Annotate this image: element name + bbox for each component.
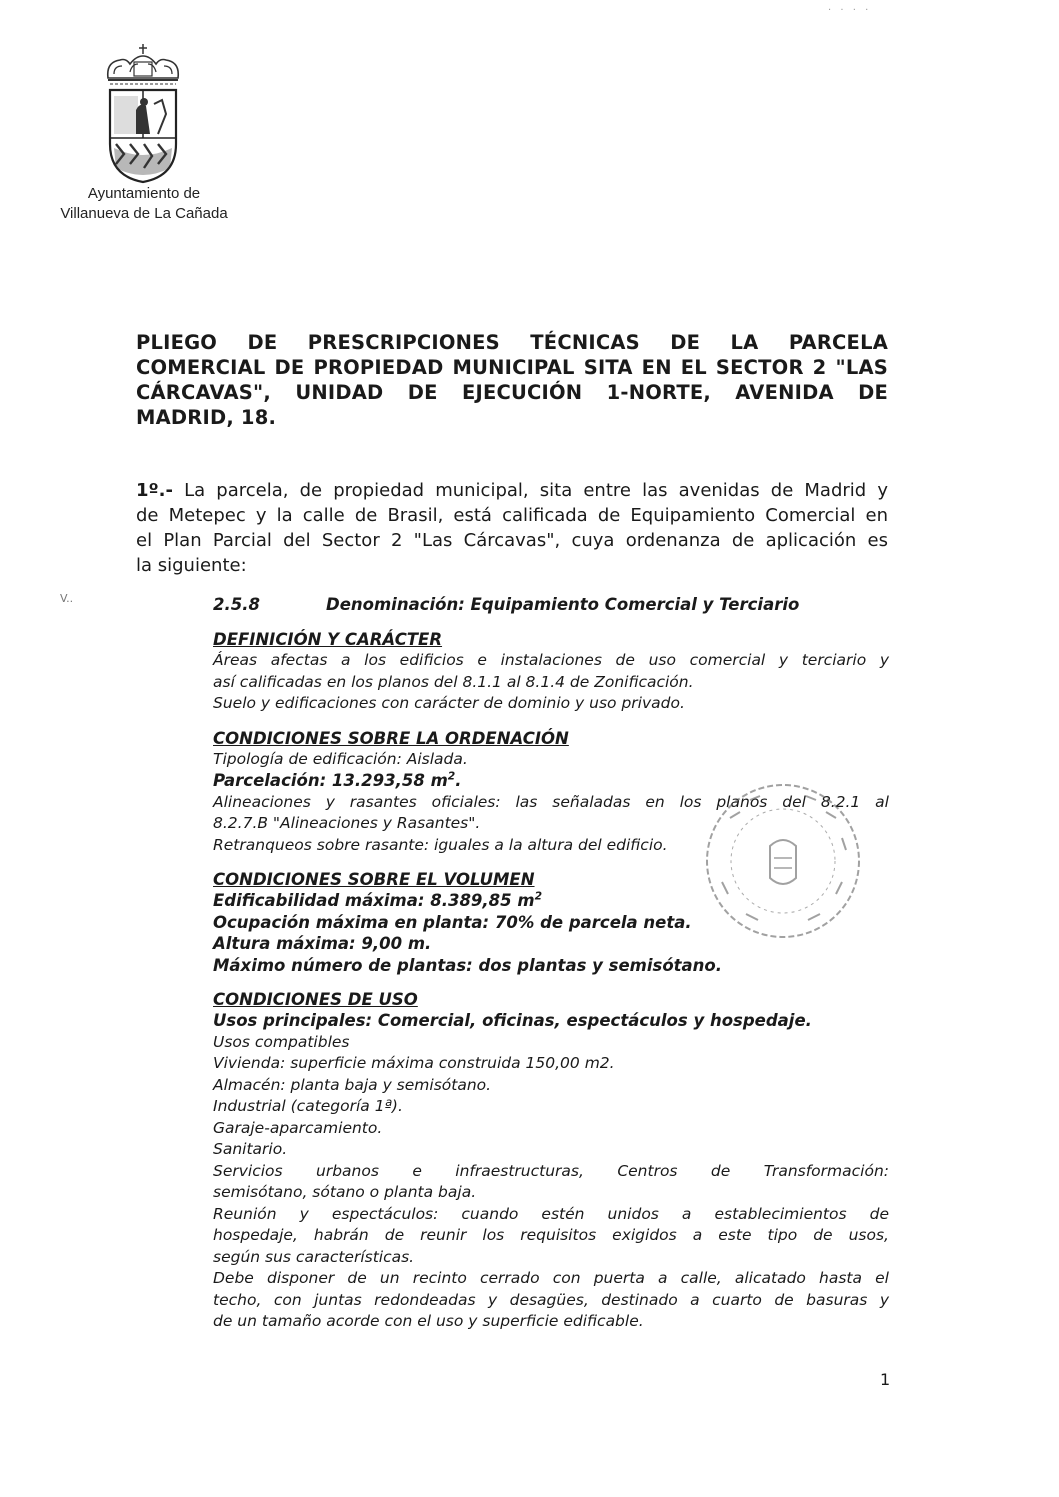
text-line: 8.2.7.B "Alineaciones y Rasantes". [213, 814, 481, 832]
page-number: 1 [880, 1370, 891, 1389]
text-line: semisótano, sótano o planta baja. [213, 1183, 477, 1201]
text-line: Áreas afectas a los edificios e instalaciones de uso comercial y terciario y [213, 651, 889, 669]
section-heading: CONDICIONES DE USO [213, 990, 418, 1009]
article-code: 2.5.8 [213, 595, 260, 614]
title-line-3: CÁRCAVAS", UNIDAD DE EJECUCIÓN 1-NORTE, AVENIDA DE [136, 381, 888, 404]
text-line: de un tamaño acorde con el uso y superficie edificable. [213, 1312, 644, 1330]
section-heading: DEFINICIÓN Y CARÁCTER [213, 630, 443, 649]
text-line: Usos compatibles [213, 1032, 350, 1051]
intro-line-1-text: La parcela, de propiedad municipal, sita entre las avenidas de Madrid y [184, 480, 888, 501]
intro-line-2: de Metepec y la calle de Brasil, está calificada de Equipamiento Comercial en [136, 505, 888, 526]
text-line: Alineaciones y rasantes oficiales: las señaladas en los planos del 8.2.1 al [213, 792, 889, 811]
intro-paragraph [136, 478, 888, 578]
organization-name [58, 184, 230, 224]
text-line: Industrial (categoría 1ª). [213, 1097, 403, 1115]
org-line-2: Villanueva de La Cañada [60, 205, 228, 222]
org-line-1: Ayuntamiento de [87, 185, 201, 202]
unit-exponent: 2 [534, 889, 543, 903]
text-line: Usos principales: Comercial, oficinas, espectáculos y hospedaje. [213, 1011, 812, 1030]
edificabilidad-text: Edificabilidad máxima: 8.389,85 m [213, 891, 535, 910]
text-line: techo, con juntas redondeadas y desagües, destinado a cuarto de basuras y [213, 1290, 889, 1309]
intro-line-3: el Plan Parcial del Sector 2 "Las Cárcavas", cuya ordenanza de aplicación es [136, 530, 888, 551]
text-line: Sanitario. [213, 1140, 288, 1158]
text-line: Altura máxima: 9,00 m. [213, 934, 432, 953]
title-line-2: COMERCIAL DE PROPIEDAD MUNICIPAL SITA EN EL SECTOR 2 "LAS [136, 356, 888, 379]
text-line: Almacén: planta baja y semisótano. [213, 1075, 492, 1094]
text-line: Máximo número de plantas: dos plantas y semisótano. [213, 955, 723, 975]
unit-exponent: 2 [447, 769, 456, 783]
section-heading: CONDICIONES SOBRE EL VOLUMEN [213, 870, 535, 889]
text-line: Garaje-aparcamiento. [213, 1118, 383, 1137]
title-line-4: MADRID, 18. [136, 406, 277, 429]
coat-of-arms-icon [100, 44, 186, 184]
text-line: Servicios urbanos e infraestructuras, Centros de Transformación: [213, 1161, 889, 1180]
text-line: Suelo y edificaciones con carácter de dominio y uso privado. [213, 694, 685, 712]
text-line: Debe disponer de un recinto cerrado con puerta a calle, alicatado hasta el [213, 1269, 889, 1287]
title-line-1: PLIEGO DE PRESCRIPCIONES TÉCNICAS DE LA PARCELA [136, 331, 888, 354]
official-seal-icon [700, 778, 866, 944]
section-definicion [213, 629, 889, 715]
parcelacion-end: . [455, 771, 462, 790]
text-line: Vivienda: superficie máxima construida 150,00 m2. [213, 1054, 615, 1072]
section-heading: CONDICIONES SOBRE LA ORDENACIÓN [213, 728, 569, 748]
text-line: Tipología de edificación: Aislada. [213, 749, 468, 768]
text-line: Reunión y espectáculos: cuando estén unidos a establecimientos de [213, 1204, 889, 1223]
article-heading [213, 594, 889, 615]
text-line: así calificadas en los planos del 8.1.1 al 8.1.4 de Zonificación. [213, 672, 694, 691]
ordinance-block [213, 594, 889, 1346]
document-title [136, 330, 888, 430]
margin-mark: V.. [60, 592, 74, 605]
section-uso [213, 989, 889, 1333]
intro-line-4: la siguiente: [136, 555, 247, 576]
article-title: Denominación: Equipamiento Comercial y Terciario [326, 595, 800, 614]
text-line: hospedaje, habrán de reunir los requisitos exigidos a este tipo de usos, [213, 1226, 889, 1244]
parcelacion-text: Parcelación: 13.293,58 m [213, 771, 448, 790]
intro-line-1 [136, 478, 888, 503]
text-line: Ocupación máxima en planta: 70% de parcela neta. [213, 912, 692, 932]
text-line: según sus características. [213, 1247, 415, 1266]
intro-number: 1º.- [136, 480, 173, 501]
text-line: Retranqueos sobre rasante: iguales a la altura del edificio. [213, 835, 668, 854]
top-dots: . . . . [828, 2, 872, 13]
